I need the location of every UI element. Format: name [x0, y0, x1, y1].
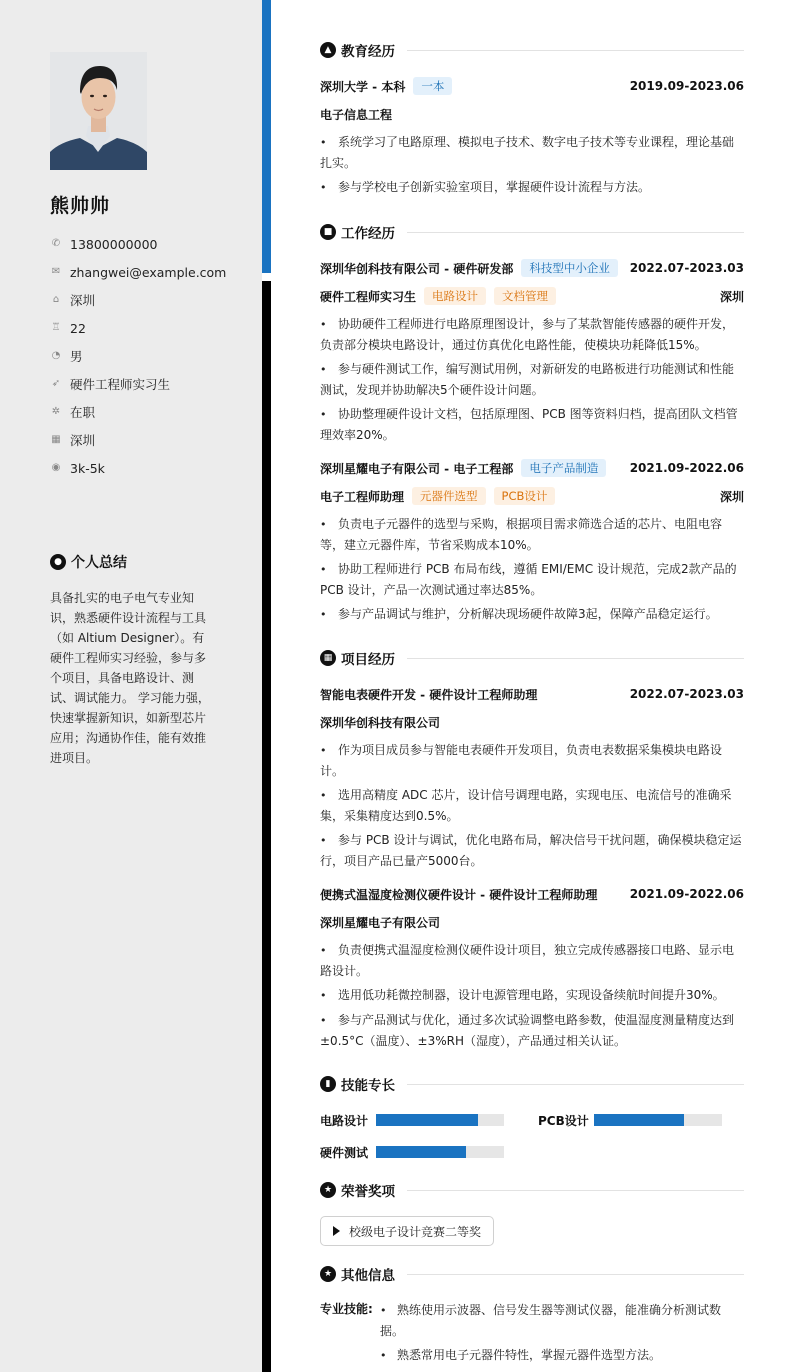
info-city: [50, 426, 226, 454]
play-icon: [333, 1226, 340, 1236]
project-row: [320, 685, 744, 703]
projects-title: 项目经历: [341, 652, 395, 668]
skill-tag: 文档管理: [494, 287, 556, 305]
info-status: [50, 398, 226, 426]
role-row: [320, 287, 744, 305]
avatar-portrait-icon: [50, 52, 147, 170]
honors-heading: [320, 1180, 744, 1200]
home-icon: ⌂: [52, 294, 60, 305]
skill-name: 电路设计: [320, 1113, 369, 1128]
project-company-row: [320, 713, 744, 731]
summary-heading: [50, 552, 127, 572]
grid-icon: ▦: [320, 650, 336, 666]
role-row: [320, 487, 744, 505]
briefcase-icon: ■: [320, 224, 336, 240]
project-date: 2022.07-2023.03: [629, 687, 744, 701]
skill-fill: [594, 1114, 684, 1126]
gender-icon: ◔: [51, 350, 61, 361]
list-item: • 参与 PCB 设计与调试，优化电路布局，解决信号干扰问题，确保模块稳定运行，项目产品已量产5000台。: [320, 830, 744, 871]
list-item: • 参与学校电子创新实验室项目，掌握硬件设计流程与方法。: [320, 177, 744, 198]
skill-track: [376, 1146, 504, 1158]
job-city: 深圳: [719, 289, 744, 304]
list-item: • 负责电子元器件的选型与采购，根据项目需求筛选合适的芯片、电阻电容等，建立元器件库，节省采购成本10%。: [320, 514, 744, 555]
summary-title: 个人总结: [71, 555, 127, 571]
education-row: [320, 77, 744, 95]
skills-heading: [320, 1074, 744, 1094]
project-company: 深圳星耀电子有限公司: [320, 915, 441, 930]
job-city: 深圳: [719, 489, 744, 504]
company: 深圳星耀电子有限公司 - 电子工程部: [320, 461, 514, 476]
job-row: [320, 459, 744, 477]
skill-fill: [376, 1114, 478, 1126]
role: 硬件工程师实习生: [320, 289, 417, 304]
phone-value: 13800000000: [70, 236, 158, 252]
list-item: • 熟悉常用电子元器件特性，掌握元器件选型方法。: [380, 1345, 744, 1366]
accent-bar: [262, 0, 271, 273]
education-date: 2019.09-2023.06: [629, 79, 744, 93]
graduation-cap-icon: ▲: [320, 42, 336, 58]
building-icon: ▦: [51, 434, 61, 445]
status-value: 在职: [70, 405, 96, 420]
education-title: 教育经历: [341, 44, 395, 60]
list-item: • 协助工程师进行 PCB 布局布线，遵循 EMI/EMC 设计规范，完成2款产品的 PCB 设计，产品一次测试通过率达85%。: [320, 559, 744, 600]
list-item: • 选用高精度 ADC 芯片，设计信号调理电路，实现电压、电流信号的准确采集，采集精度达到0.5%。: [320, 785, 744, 826]
company-tag: 科技型中小企业: [521, 259, 618, 277]
status-icon: ✲: [51, 406, 61, 417]
section-divider: [407, 50, 744, 51]
list-item: • 协助硬件工程师进行电路原理图设计，参与了某款智能传感器的硬件开发，负责部分模块电路设计，通过仿真优化电路性能，使模块功耗降低15%。: [320, 314, 744, 355]
info-salary: [50, 454, 226, 482]
other-title: 其他信息: [341, 1268, 395, 1284]
skill-name: 硬件测试: [320, 1145, 369, 1160]
salary-value: 3k-5k: [70, 460, 105, 476]
info-home: [50, 286, 226, 314]
mail-icon: ✉: [51, 266, 61, 277]
job-bullets: [320, 314, 744, 449]
info-job: [50, 370, 226, 398]
bar-chart-icon: ▮: [320, 1076, 336, 1092]
job-date: 2021.09-2022.06: [629, 461, 744, 475]
list-item: • 参与产品调试与维护，分析解决现场硬件故障3起，保障产品稳定运行。: [320, 604, 744, 625]
education-bullets: [320, 132, 744, 202]
award-item[interactable]: [320, 1216, 494, 1246]
info-icon: ★: [320, 1266, 336, 1282]
gender-value: 男: [70, 349, 83, 364]
project-company-row: [320, 913, 744, 931]
other-heading: [320, 1264, 744, 1284]
projects-heading: [320, 648, 744, 668]
project-bullets: [320, 740, 744, 875]
project-name: 智能电表硬件开发 - 硬件设计工程师助理: [320, 687, 538, 702]
city-value: 深圳: [70, 433, 96, 448]
school: 深圳大学 - 本科: [320, 79, 406, 94]
award-label: 校级电子设计竞赛二等奖: [349, 1224, 482, 1239]
skills-title: 技能专长: [341, 1078, 395, 1094]
job-date: 2022.07-2023.03: [629, 261, 744, 275]
section-divider: [407, 1190, 744, 1191]
skill-item: [538, 1113, 722, 1127]
info-email: [50, 258, 226, 286]
project-date: 2021.09-2022.06: [629, 887, 744, 901]
divider-bar: [262, 281, 271, 1372]
project-row: [320, 885, 744, 903]
education-heading: [320, 40, 744, 60]
skill-item: [320, 1145, 504, 1159]
skill-tag: 电路设计: [424, 287, 486, 305]
phone-icon: ✆: [51, 238, 61, 249]
skill-name: PCB设计: [538, 1113, 589, 1128]
list-item: • 负责便携式温湿度检测仪硬件设计项目，独立完成传感器接口电路、显示电路设计。: [320, 940, 744, 981]
section-divider: [407, 658, 744, 659]
info-phone: [50, 230, 226, 258]
work-heading: [320, 222, 744, 242]
section-divider: [407, 1084, 744, 1085]
skill-item: [320, 1113, 504, 1127]
user-icon: ●: [50, 554, 66, 570]
list-item: • 熟练使用示波器、信号发生器等测试仪器，能准确分析测试数据。: [380, 1300, 744, 1341]
list-item: • 系统学习了电路原理、模拟电子技术、数字电子技术等专业课程，理论基础扎实。: [320, 132, 744, 173]
list-item: • 参与产品测试与优化，通过多次试验调整电路参数，使温湿度测量精度达到±0.5°C（温度）、±3%RH（湿度），产品通过相关认证。: [320, 1010, 744, 1051]
contact-info: [50, 230, 226, 482]
school-tag: 一本: [413, 77, 452, 95]
project-bullets: [320, 940, 744, 1055]
company-tag: 电子产品制造: [521, 459, 606, 477]
info-age: [50, 314, 226, 342]
person-name: 熊帅帅: [50, 195, 111, 217]
list-item: • 选用低功耗微控制器，设计电源管理电路，实现设备续航时间提升30%。: [320, 985, 744, 1006]
work-title: 工作经历: [341, 226, 395, 242]
company: 深圳华创科技有限公司 - 硬件研发部: [320, 261, 514, 276]
salary-icon: ◉: [51, 462, 61, 473]
home-value: 深圳: [70, 293, 96, 308]
skill-track: [594, 1114, 722, 1126]
major-row: [320, 105, 744, 123]
info-gender: [50, 342, 226, 370]
skill-fill: [376, 1146, 466, 1158]
section-divider: [407, 1274, 744, 1275]
summary-text: 具备扎实的电子电气专业知识，熟悉硬件设计流程与工具（如 Altium Designer）。有硬件工程师实习经验，参与多个项目，具备电路设计、测试、调试能力。 学习能力强，快速掌握新知识，如新型芯片应用；沟通协作佳，能有效推进项目。: [50, 591, 210, 765]
job-row: [320, 259, 744, 277]
other-label: 专业技能:: [320, 1302, 373, 1316]
list-item: • 协助整理硬件设计文档，包括原理图、PCB 图等资料归档，提高团队文档管理效率20%。: [320, 404, 744, 445]
avatar: [50, 52, 147, 170]
section-divider: [407, 232, 744, 233]
list-item: • 参与硬件测试工作，编写测试用例，对新研发的电路板进行功能测试和性能测试，发现并协助解决5个硬件设计问题。: [320, 359, 744, 400]
project-name: 便携式温湿度检测仪硬件设计 - 硬件设计工程师助理: [320, 887, 598, 902]
honors-title: 荣誉奖项: [341, 1184, 395, 1200]
age-value: 22: [70, 320, 86, 336]
skill-tag: 元器件选型: [412, 487, 486, 505]
role: 电子工程师助理: [320, 489, 405, 504]
job-bullets: [320, 514, 744, 629]
email-value: zhangwei@example.com: [70, 264, 227, 280]
project-company: 深圳华创科技有限公司: [320, 715, 441, 730]
major: 电子信息工程: [320, 107, 393, 122]
skill-tag: PCB设计: [494, 487, 556, 505]
award-icon: ★: [320, 1182, 336, 1198]
skill-track: [376, 1114, 504, 1126]
other-bullets: [380, 1300, 744, 1370]
send-icon: ➶: [51, 378, 61, 389]
list-item: • 作为项目成员参与智能电表硬件开发项目，负责电表数据采集模块电路设计。: [320, 740, 744, 781]
job-value: 硬件工程师实习生: [70, 377, 171, 392]
age-icon: ♖: [51, 322, 61, 333]
